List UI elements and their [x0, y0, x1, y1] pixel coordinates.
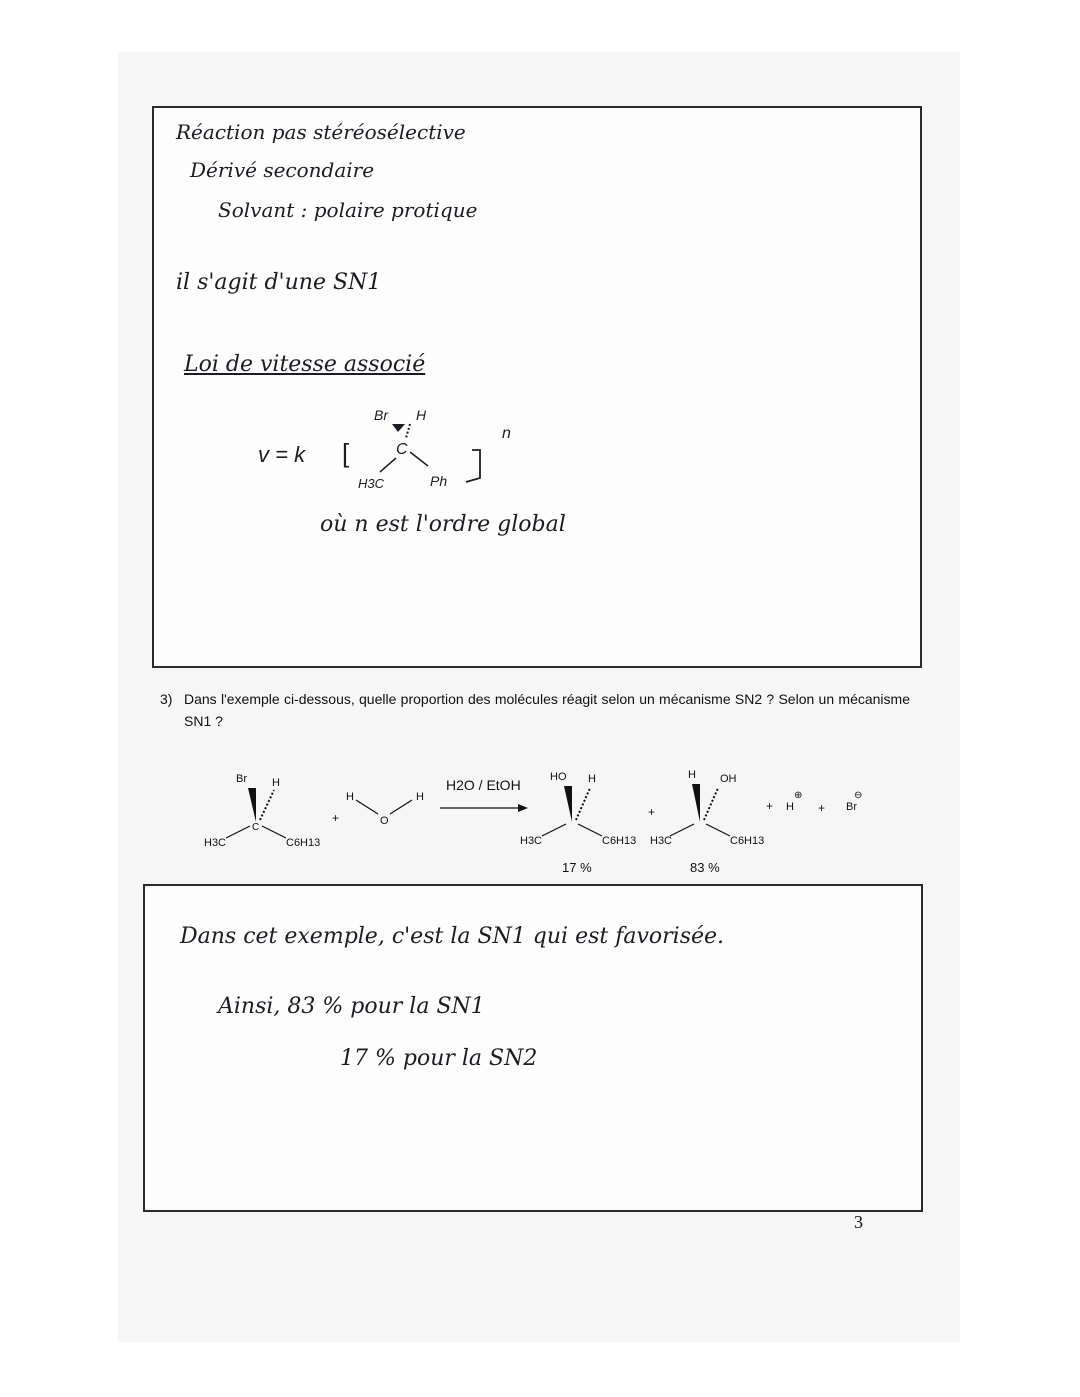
product2-bond-right — [706, 824, 730, 836]
product1-ho: HO — [550, 771, 567, 783]
arrow-head — [518, 804, 528, 812]
reactant-bond-left — [226, 826, 250, 838]
reactant-h: H — [272, 777, 280, 789]
product2-left: H3C — [650, 835, 673, 847]
water-o: O — [380, 815, 389, 827]
product1-h: H — [588, 773, 596, 785]
water-bond-1 — [356, 800, 378, 814]
product2-hash — [704, 788, 718, 820]
plus-2: + — [648, 805, 656, 819]
atom-br: Br — [374, 407, 388, 423]
conditions: H2O / EtOH — [446, 777, 521, 793]
hw-line-83: Ainsi, 83 % pour la SN1 — [218, 994, 485, 1019]
reactant-left: H3C — [204, 837, 227, 849]
bracket-left: [ — [342, 438, 350, 468]
hw-line-derive: Dérivé secondaire — [190, 158, 375, 182]
reaction-scheme — [190, 760, 890, 885]
product1-percent: 17 % — [562, 860, 592, 875]
reactant-br: Br — [236, 773, 247, 785]
hw-line-reaction: Réaction pas stéréosélective — [176, 120, 466, 144]
charge-negative: ⊖ — [854, 790, 863, 801]
hash-bond — [406, 424, 410, 438]
water-bond-2 — [390, 800, 412, 814]
reactant-hash — [260, 790, 274, 820]
hw-line-sn1: il s'agit d'une SN1 — [176, 270, 382, 295]
byproduct-br: Br — [846, 801, 857, 813]
product2-oh: OH — [720, 773, 737, 785]
question-text: Dans l'exemple ci-dessous, quelle proportion des molécules réagit selon un mécanisme SN2 ? Selon un mécanisme SN1 ? — [184, 691, 910, 729]
charge-positive: ⊕ — [794, 790, 803, 801]
hw-line-order: où n est l'ordre global — [320, 512, 566, 537]
wedge-bond — [392, 424, 405, 432]
plus-3: + — [766, 799, 774, 813]
water-h2: H — [416, 791, 424, 803]
product1-right: C6H13 — [602, 835, 637, 847]
product1-left: H3C — [520, 835, 543, 847]
product2-h: H — [688, 769, 696, 781]
bracket-right — [466, 450, 480, 482]
plus-4: + — [818, 801, 826, 815]
product2-bond-left — [670, 824, 694, 836]
atom-ch3: H3C — [358, 476, 385, 491]
atom-h: H — [416, 407, 427, 423]
hw-line-17: 17 % pour la SN2 — [340, 1046, 538, 1071]
product1-hash — [576, 788, 590, 820]
plus-1: + — [332, 811, 340, 825]
atom-ph: Ph — [430, 473, 448, 489]
product2-wedge — [692, 784, 700, 822]
byproduct-hplus: H — [786, 801, 794, 813]
bond-right — [410, 452, 428, 466]
reactant-c: C — [252, 822, 260, 833]
product1-bond-left — [542, 824, 566, 836]
rate-law-exponent: n — [502, 425, 511, 442]
answer-box-1 — [152, 106, 922, 668]
hw-rate-law-title: Loi de vitesse associé — [184, 352, 426, 377]
product1-bond-right — [578, 824, 602, 836]
hw-line-solvant: Solvant : polaire protique — [218, 198, 478, 222]
product2-percent: 83 % — [690, 860, 720, 875]
reactant-wedge — [248, 788, 256, 822]
atom-c: C — [396, 441, 408, 458]
water-h1: H — [346, 791, 354, 803]
hw-line-favorisee: Dans cet exemple, c'est la SN1 qui est favorisée. — [180, 924, 725, 949]
product1-wedge — [564, 786, 572, 822]
page-number: 3 — [854, 1212, 863, 1232]
rate-law-structure — [240, 400, 540, 500]
reactant-bond-right — [262, 826, 286, 838]
rate-law-prefix: v = k — [258, 442, 306, 467]
question-number: 3) — [160, 691, 173, 707]
bond-left — [380, 458, 396, 472]
reactant-right: C6H13 — [286, 837, 321, 849]
product2-right: C6H13 — [730, 835, 765, 847]
